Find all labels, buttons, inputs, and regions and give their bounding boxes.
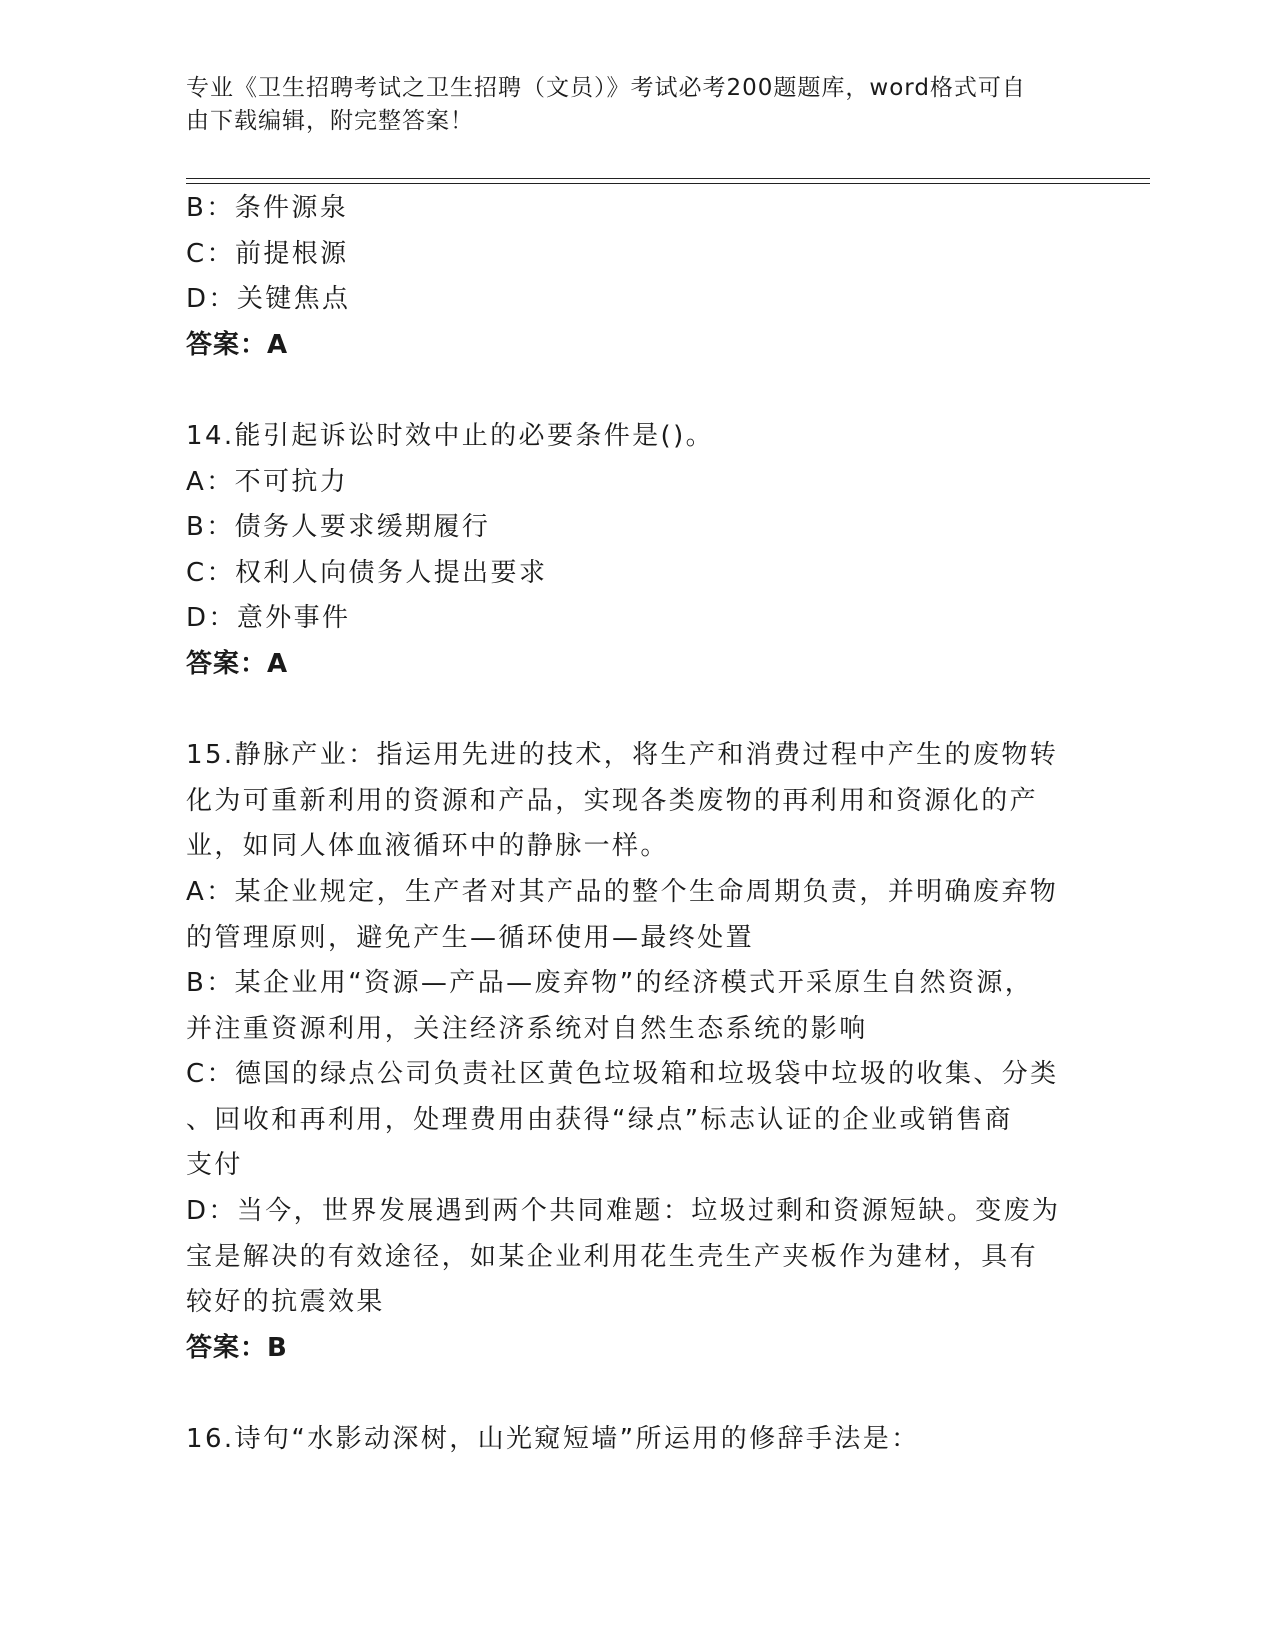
q15-answer: 答案：B (186, 1332, 288, 1363)
q15-option-b-line-2: 并注重资源利用，关注经济系统对自然生态系统的影响 (186, 1013, 868, 1044)
q14-option-a: A：不可抗力 (186, 466, 349, 497)
q13-answer: 答案：A (186, 329, 289, 360)
q15-option-c-line-2: 、回收和再利用，处理费用由获得“绿点”标志认证的企业或销售商 (186, 1104, 1013, 1135)
q14-option-d: D：意外事件 (186, 603, 351, 634)
q15-option-a-line-2: 的管理原则，避免产生—循环使用—最终处置 (186, 922, 755, 953)
q16-question: 16.诗句“水影动深树，山光窥短墙”所运用的修辞手法是： (186, 1424, 920, 1455)
question-13 (186, 186, 1076, 368)
q15-question-line-2: 化为可重新利用的资源和产品，实现各类废物的再利用和资源化的产 (186, 785, 1039, 816)
q15-option-a-line-1: A：某企业规定，生产者对其产品的整个生命周期负责，并明确废弃物 (186, 876, 1059, 907)
q14-option-b: B：债务人要求缓期履行 (186, 512, 491, 543)
q13-option-c: C：前提根源 (186, 238, 349, 269)
document-body (186, 186, 1076, 1463)
q15-option-c-line-1: C：德国的绿点公司负责社区黄色垃圾箱和垃圾袋中垃圾的收集、分类 (186, 1059, 1059, 1090)
q14-answer: 答案：A (186, 648, 289, 679)
q14-question: 14.能引起诉讼时效中止的必要条件是()。 (186, 420, 715, 451)
header-line-2: 由下载编辑，附完整答案！ (186, 108, 474, 134)
q15-option-d-line-1: D：当今，世界发展遇到两个共同难题：垃圾过剩和资源短缺。变废为 (186, 1196, 1061, 1227)
question-14 (186, 414, 1076, 688)
header-divider-bottom (186, 183, 1150, 184)
header-line-1: 专业《卫生招聘考试之卫生招聘（文员）》考试必考200题题库，word格式可自 (186, 75, 1026, 101)
page-header (186, 72, 1066, 138)
q15-option-d-line-3: 较好的抗震效果 (186, 1287, 385, 1318)
q15-option-d-line-2: 宝是解决的有效途径，如某企业利用花生壳生产夹板作为建材，具有 (186, 1241, 1039, 1272)
q15-option-b-line-1: B：某企业用“资源—产品—废弃物”的经济模式开采原生自然资源， (186, 968, 1034, 999)
q15-question-line-1: 15.静脉产业：指运用先进的技术，将生产和消费过程中产生的废物转 (186, 740, 1059, 771)
spacer (186, 368, 1076, 414)
header-divider-top (186, 178, 1150, 179)
spacer (186, 688, 1076, 734)
q15-question-line-3: 业，如同人体血液循环中的静脉一样。 (186, 831, 669, 862)
question-15 (186, 733, 1076, 1371)
q13-option-b: B：条件源泉 (186, 193, 349, 223)
q13-option-d: D：关键焦点 (186, 284, 351, 315)
q14-option-c: C：权利人向债务人提出要求 (186, 557, 548, 588)
q15-option-c-line-3: 支付 (186, 1150, 243, 1181)
question-16 (186, 1417, 1076, 1463)
spacer (186, 1371, 1076, 1417)
